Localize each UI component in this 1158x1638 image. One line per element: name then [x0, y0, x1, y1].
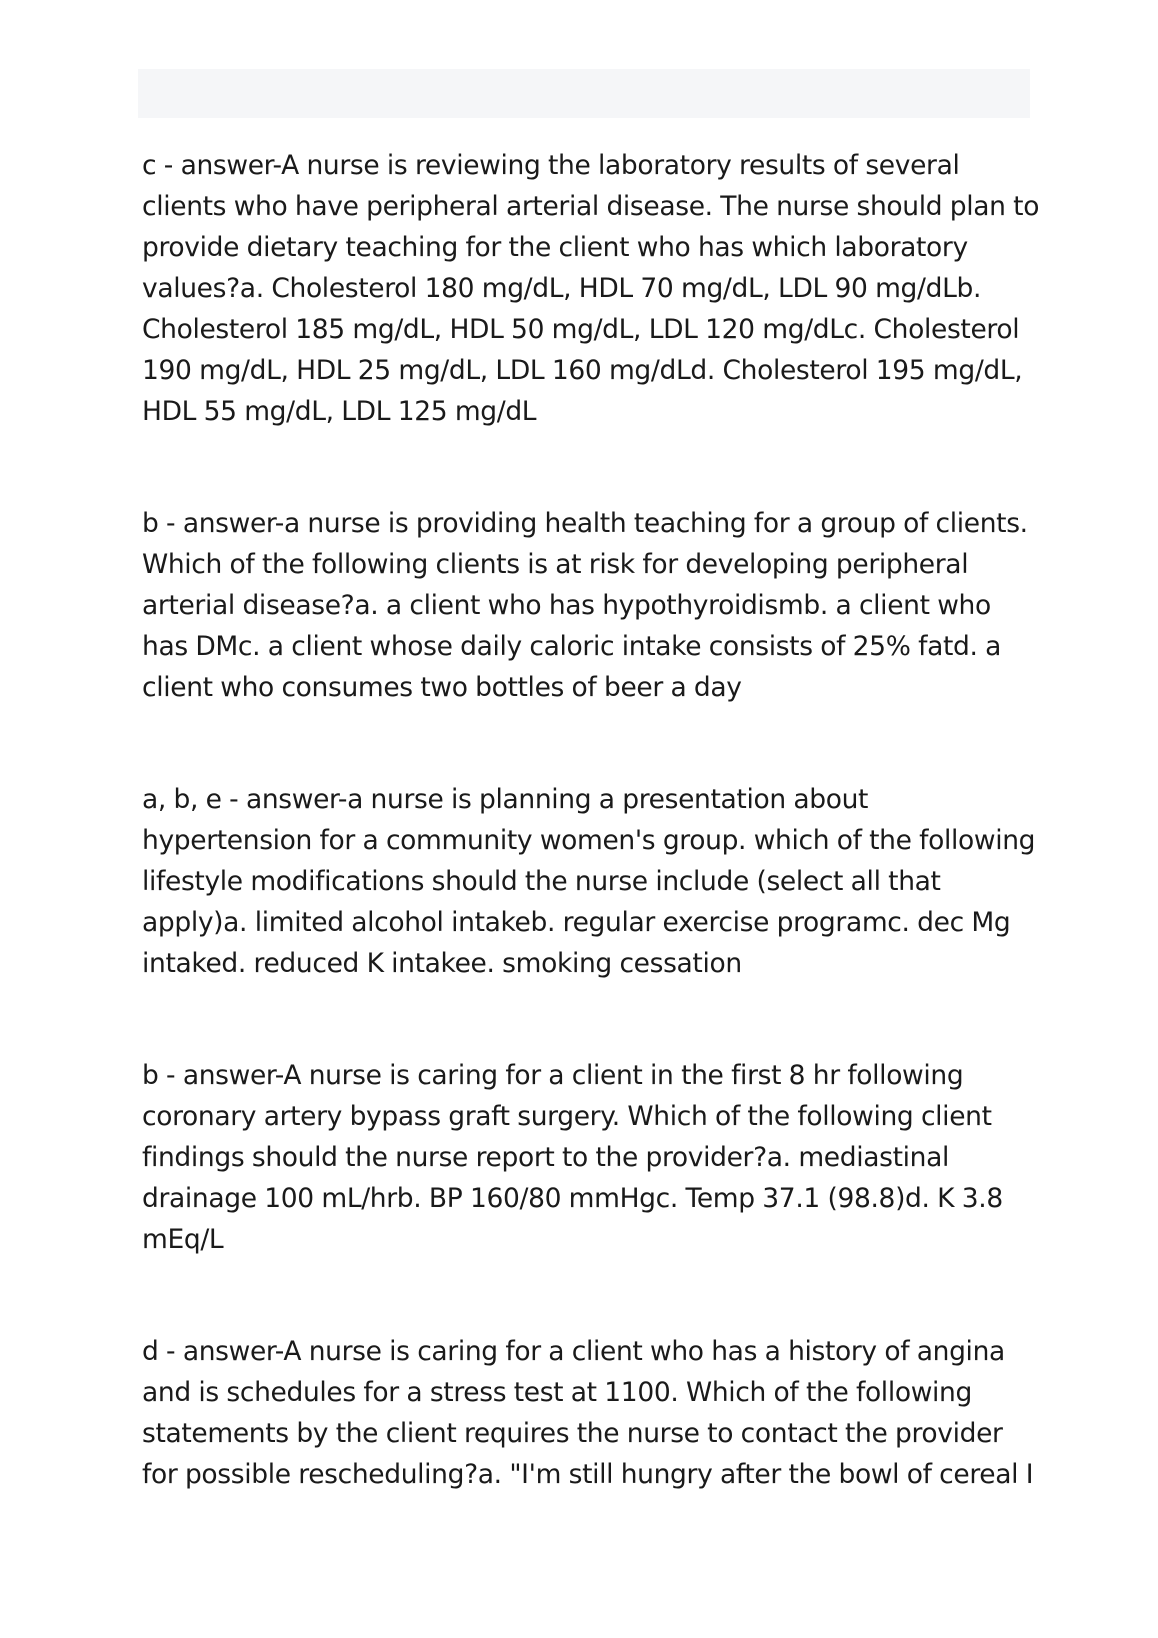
qa-entry: d - answer-A nurse is caring for a client who has a history of angina and is schedules for a stress test at 1100. Which of the following statements by the client requires the nurse to contact the provider for possible rescheduling?a. "I'm still hungry after the bowl of cereal I [142, 1336, 1034, 1490]
qa-entry: a, b, e - answer-a nurse is planning a presentation about hypertension for a community women's group. which of the following lifestyle modifications should the nurse include (select all that apply)a. limited alcohol intakeb. regular exercise programc. dec Mg intaked. reduced K intakee. smoking cessation [142, 784, 1036, 979]
qa-entry: b - answer-A nurse is caring for a client in the first 8 hr following coronary artery bypass graft surgery. Which of the following client findings should the nurse report to the provider?a. mediastinal drainage 100 mL/hrb. BP 160/80 mmHgc. Temp 37.1 (98.8)d. K 3.8 mEq/L [142, 1060, 1003, 1255]
header-banner [138, 69, 1030, 118]
qa-entry: c - answer-A nurse is reviewing the laboratory results of several clients who have peripheral arterial disease. The nurse should plan to provide dietary teaching for the client who has which laboratory values?a. Cholesterol 180 mg/dL, HDL 70 mg/dL, LDL 90 mg/dLb. Cholesterol 185 mg/dL, HDL 50 mg/dL, LDL 120 mg/dLc. Cholesterol 190 mg/dL, HDL 25 mg/dL, LDL 160 mg/dLd. Cholesterol 195 mg/dL, HDL 55 mg/dL, LDL 125 mg/dL [142, 150, 1040, 427]
document-body [142, 145, 1042, 1566]
qa-entry: b - answer-a nurse is providing health teaching for a group of clients. Which of the following clients is at risk for developing peripheral arterial disease?a. a client who has hypothyroidismb. a client who has DMc. a client whose daily caloric intake consists of 25% fatd. a client who consumes two bottles of beer a day [142, 508, 1028, 703]
